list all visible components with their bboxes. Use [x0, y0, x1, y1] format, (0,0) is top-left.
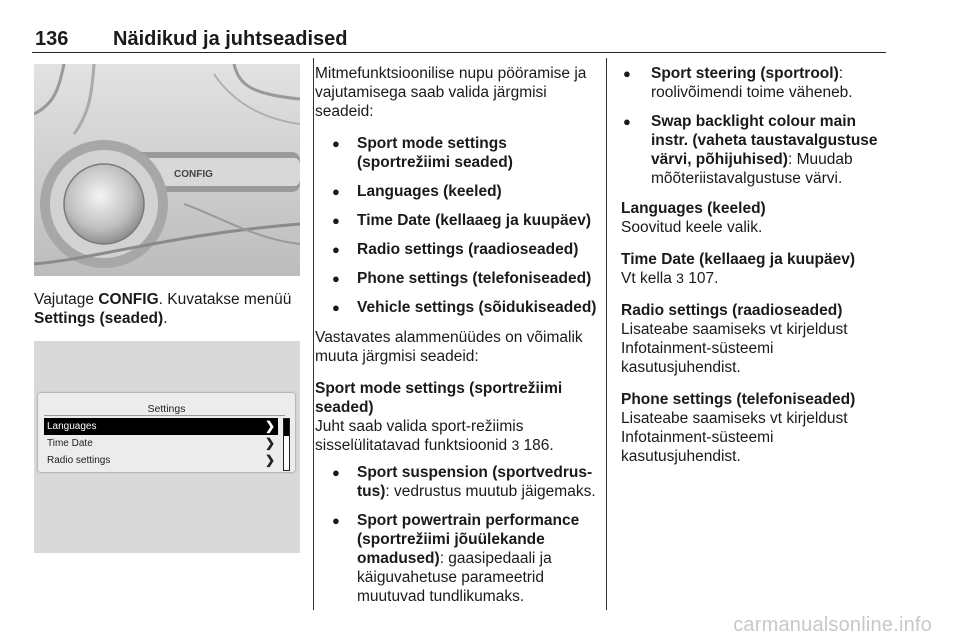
settings-display	[38, 393, 295, 472]
phone-section: Phone settings (telefoniseaded) Lisateabe saamiseks vt kirjeldust Infotainment-süsteemi kasutusjuhendist.	[621, 390, 893, 466]
settings-menu-item-languages: Languages ❯	[44, 418, 278, 435]
sport-options-list-cont	[621, 64, 893, 188]
chevron-right-icon: ❯	[264, 453, 275, 467]
column-divider-2	[606, 58, 607, 610]
chevron-right-icon: ❯	[264, 436, 275, 450]
list-item: ● Languages (keeled)	[315, 182, 597, 201]
phone-heading: Phone settings (telefoniseaded)	[621, 391, 856, 408]
intro-paragraph: Mitmefunktsioonilise nupu pööramise ja vajutamisega saab valida järgmisi seadeid:	[315, 65, 587, 120]
settings-screen-illustration	[34, 341, 300, 553]
submenu-intro: Vastavates alammenüüdes on võimalik muuta järgmisi seadeid:	[315, 329, 583, 365]
time-date-heading: Time Date (kellaaeg ja kuupäev)	[621, 251, 856, 268]
sport-mode-heading: Sport mode settings (sportrežiimi seaded)	[315, 380, 563, 416]
list-item: ● Sport powertrain performance (sportrežiimi jõuülekande omadused): gaasipedaali ja käiguvahetuse parameetrid muutuvad tundlikumaks.	[315, 511, 597, 606]
page-title: Näidikud ja juhtseadised	[113, 28, 348, 50]
sport-mode-section: Sport mode settings (sportrežiimi seaded) Juht saab valida sport-režiimis sisselülitatavad funktsioonid 3 186.	[315, 379, 597, 455]
page-ref-arrow-icon: 3	[676, 270, 684, 286]
languages-section: Languages (keeled) Soovitud keele valik.	[621, 199, 893, 237]
settings-menu-item-radio: Radio settings ❯	[47, 453, 275, 467]
settings-options-list	[315, 134, 597, 317]
header-rule	[32, 52, 886, 53]
radio-heading: Radio settings (raadioseaded)	[621, 302, 843, 319]
watermark: carmanualsonline.info	[733, 614, 932, 636]
settings-scrollbar	[283, 418, 290, 471]
list-item: ● Vehicle settings (sõidukiseaded)	[315, 298, 597, 317]
config-button-label: CONFIG	[174, 169, 213, 180]
list-item: ● Sport suspension (sportvedrus-tus): vedrustus muutub jäigemaks.	[315, 463, 597, 501]
page-number: 136	[35, 28, 69, 50]
column-middle	[315, 64, 597, 617]
chevron-right-icon: ❯	[264, 419, 275, 433]
column-right	[621, 64, 893, 479]
radio-section: Radio settings (raadioseaded) Lisateabe saamiseks vt kirjeldust Infotainment-süsteemi kasutusjuhendist.	[621, 301, 893, 377]
page-header	[32, 28, 886, 52]
settings-display-title: Settings	[147, 403, 186, 415]
settings-menu-item-time-date: Time Date ❯	[47, 436, 275, 450]
page-ref-arrow-icon: 3	[511, 437, 520, 453]
list-item: ● Swap backlight colour main instr. (vaheta taustavalgustuse värvi, põhijuhised): Muudab mõõteriistavalgustuse värvi.	[621, 112, 893, 188]
languages-heading: Languages (keeled)	[621, 200, 766, 217]
list-item: ● Sport steering (sportrool): roolivõimendi toime väheneb.	[621, 64, 893, 102]
list-item: ● Radio settings (raadioseaded)	[315, 240, 597, 259]
dashboard-photo	[34, 64, 300, 276]
column-left	[34, 64, 300, 553]
list-item: ● Sport mode settings (sportrežiimi seaded)	[315, 134, 597, 172]
column-divider-1	[313, 58, 314, 610]
config-caption: Vajutage CONFIG. Kuvatakse menüü Settings (seaded).	[34, 291, 292, 327]
sport-options-list	[315, 463, 597, 606]
time-date-section: Time Date (kellaaeg ja kuupäev) Vt kella 3 107.	[621, 250, 893, 288]
list-item: ● Phone settings (telefoniseaded)	[315, 269, 597, 288]
list-item: ● Time Date (kellaaeg ja kuupäev)	[315, 211, 597, 230]
